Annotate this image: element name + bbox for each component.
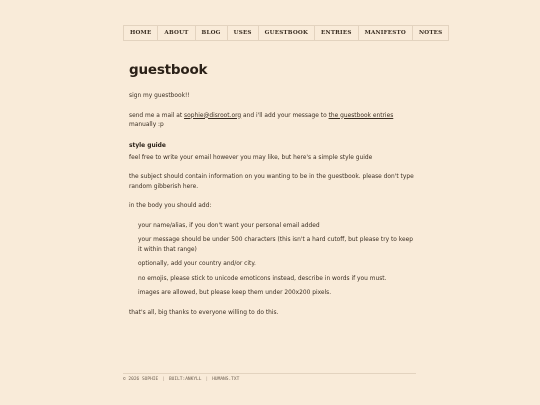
nav-manifesto[interactable]: MANIFESTO [358,25,413,41]
nav-home[interactable]: HOME [123,25,158,41]
style-guide-body: in the body you should add: [129,203,212,209]
page-title: guestbook [129,62,208,78]
style-guide-list [129,222,414,299]
contact-mid: and i'll add your message to [241,112,329,119]
list-item: your message should be under 500 characters (this isn't a hard cutoff, but please try to keep it within that range) [138,237,413,253]
style-guide-intro: feel free to write your email however you may like, but here's a simple style guide [129,154,373,161]
top-nav [123,25,448,41]
list-item: images are allowed, but please keep them under 200x200 pixels. [138,290,332,296]
list-item: your name/alias, if you don't want your personal email added [138,222,320,229]
nav-notes[interactable]: NOTES [412,25,449,41]
footer-separator: | [205,377,209,382]
contact-pre: send me a mail at [129,112,185,119]
intro-text: sign my guestbook!! [129,93,190,99]
footer [123,373,416,382]
style-guide-heading: style guide [129,142,166,149]
closing-text: that's all, big thanks to everyone willing to do this. [129,309,279,316]
email-link[interactable]: sophie@disroot.org [184,112,242,119]
nav-uses[interactable]: USES [227,25,259,41]
contact-post: manually :p [129,122,164,128]
footer-humans-link[interactable]: HUMANS.TXT [212,377,240,382]
contact-paragraph [129,112,414,131]
list-item: optionally, add your country and/or city. [138,261,256,267]
footer-separator: | [162,377,165,382]
list-item: no emojis, please stick to unicode emoticons instead, describe in words if you must. [138,275,387,282]
nav-blog[interactable]: BLOG [195,25,228,41]
footer-built-link[interactable]: BUILT:ANKYLL [168,377,202,382]
nav-about[interactable]: ABOUT [157,25,195,41]
guestbook-entries-link[interactable]: the guestbook entries [328,112,394,119]
nav-guestbook[interactable]: GUESTBOOK [258,25,315,41]
style-guide-subject: the subject should contain information on you wanting to be in the guestbook. please don't type random gibberish here. [129,174,414,190]
footer-copyright: © 2026 SOPHIE [123,377,159,382]
main-content [129,62,414,328]
nav-entries[interactable]: ENTRIES [314,25,359,41]
